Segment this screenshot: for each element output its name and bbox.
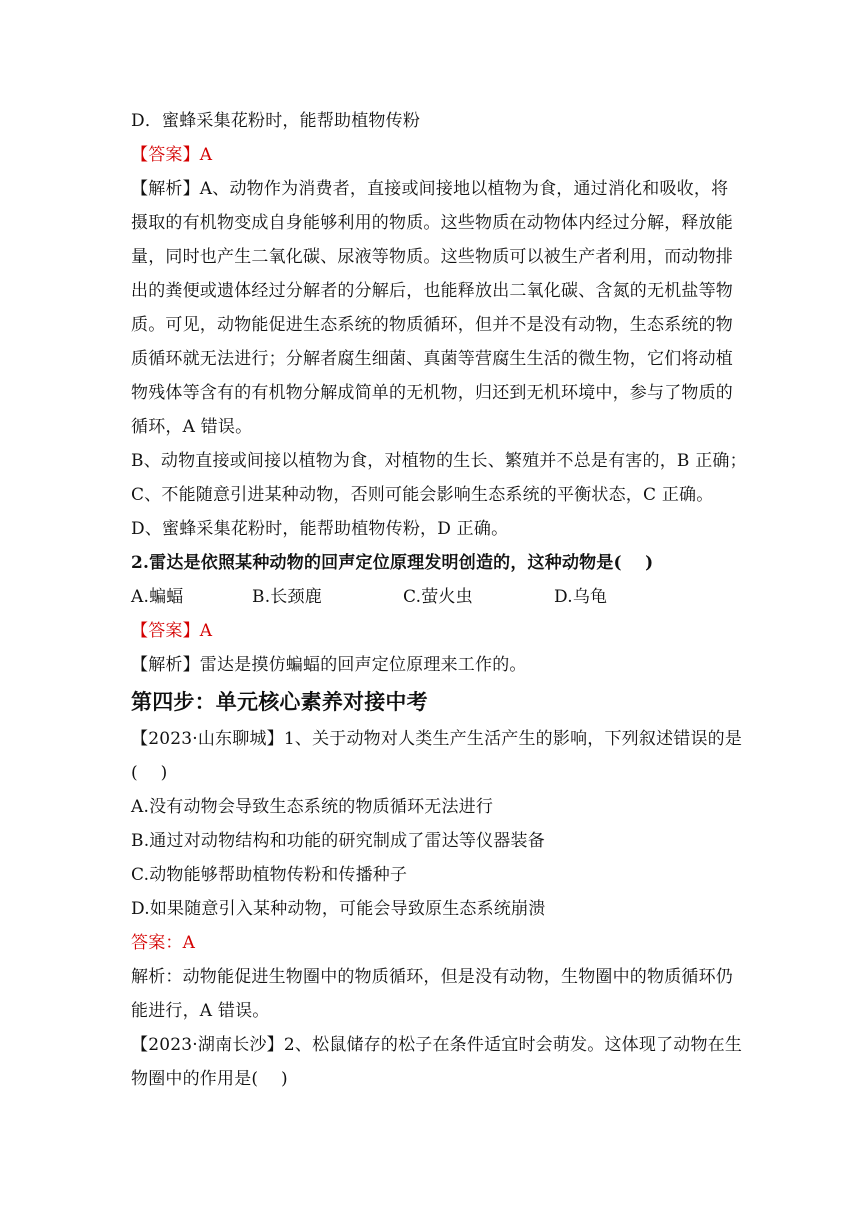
analysis-line: 解析：动物能促进生物圈中的物质循环，但是没有动物，生物圈中的物质循环仍 bbox=[131, 967, 733, 987]
question-2: 2.雷达是依照某种动物的回声定位原理发明创造的，这种动物是( ) bbox=[131, 553, 654, 573]
analysis-line: 物残体等含有的有机物分解成简单的无机物，归还到无机环境中，参与了物质的 bbox=[131, 383, 733, 403]
answer-label: 【答案】A bbox=[131, 621, 213, 641]
option-c-line: C.动物能够帮助植物传粉和传播种子 bbox=[131, 865, 408, 885]
exam-question-2-cont: 物圈中的作用是( ) bbox=[131, 1069, 288, 1089]
analysis-line: 【解析】雷达是摸仿蝙蝠的回声定位原理来工作的。 bbox=[131, 655, 527, 675]
option-b-line: B.通过对动物结构和功能的研究制成了雷达等仪器装备 bbox=[131, 831, 545, 851]
exam-question-1: 【2023·山东聊城】1、关于动物对人类生产生活产生的影响，下列叙述错误的是 bbox=[131, 729, 743, 749]
exam-question-2: 【2023·湖南长沙】2、松鼠储存的松子在条件适宜时会萌发。这体现了动物在生 bbox=[131, 1035, 743, 1055]
analysis-line: 质循环就无法进行；分解者腐生细菌、真菌等营腐生生活的微生物，它们将动植 bbox=[131, 349, 733, 369]
option-d-line: D．蜜蜂采集花粉时，能帮助植物传粉 bbox=[131, 111, 421, 131]
analysis-line: 质。可见，动物能促进生态系统的物质循环，但并不是没有动物，生态系统的物 bbox=[131, 315, 733, 335]
analysis-line: 量，同时也产生二氧化碳、尿液等物质。这些物质可以被生产者利用，而动物排 bbox=[131, 247, 733, 267]
answer-label: 【答案】A bbox=[131, 145, 213, 165]
analysis-line: 能进行，A 错误。 bbox=[131, 1001, 270, 1021]
analysis-line: 循环，A 错误。 bbox=[131, 417, 253, 437]
answer-label: 答案：A bbox=[131, 933, 196, 953]
option-a-line: A.没有动物会导致生态系统的物质循环无法进行 bbox=[131, 797, 494, 817]
option-b: B.长颈鹿 bbox=[252, 587, 322, 607]
option-d: D.乌龟 bbox=[554, 587, 608, 607]
analysis-line: B、动物直接或间接以植物为食，对植物的生长、繁殖并不总是有害的，B 正确； bbox=[131, 451, 747, 471]
analysis-line: 【解析】A、动物作为消费者，直接或间接地以植物为食，通过消化和吸收，将 bbox=[131, 179, 729, 199]
analysis-line: C、不能随意引进某种动物，否则可能会影响生态系统的平衡状态，C 正确。 bbox=[131, 485, 714, 505]
section-heading: 第四步：单元核心素养对接中考 bbox=[131, 689, 428, 714]
option-a: A.蝙蝠 bbox=[131, 587, 184, 607]
analysis-line: 出的粪便或遗体经过分解者的分解后，也能释放出二氧化碳、含氮的无机盐等物 bbox=[131, 281, 733, 301]
analysis-line: D、蜜蜂采集花粉时，能帮助植物传粉，D 正确。 bbox=[131, 519, 509, 539]
option-c: C.萤火虫 bbox=[403, 587, 473, 607]
answer-paren: ( ) bbox=[131, 763, 168, 783]
option-d-line: D.如果随意引入某种动物，可能会导致原生态系统崩溃 bbox=[131, 899, 546, 919]
analysis-line: 摄取的有机物变成自身能够利用的物质。这些物质在动物体内经过分解，释放能 bbox=[131, 213, 733, 233]
